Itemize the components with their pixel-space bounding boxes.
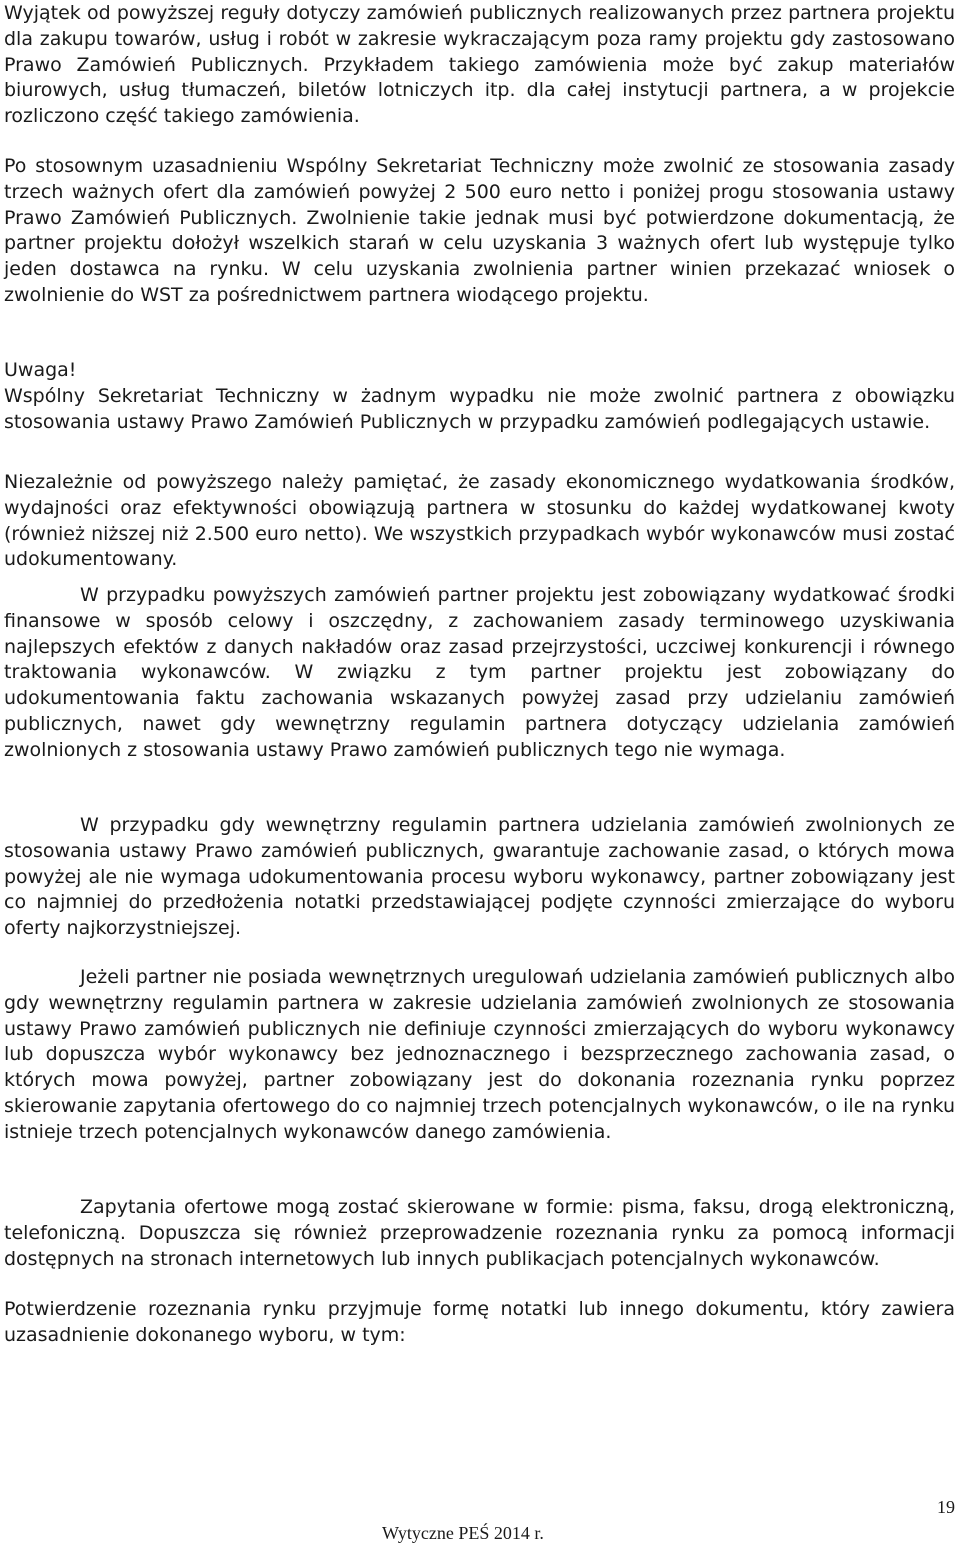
footer-title: Wytyczne PEŚ 2014 r.: [382, 1523, 544, 1543]
paragraph-wst-exemption: Po stosownym uzasadnieniu Wspólny Sekretariat Techniczny może zwolnić ze stosowania zasady trzech ważnych ofert dla zamówień powyżej 2 500 euro netto i poniżej progu stosowania ustawy Prawo Zamówień Publicznych. Zwolnienie takie jednak musi być potwierdzone dokumentacją, że partner projektu dołożył wszelkich starań w celu uzyskania 3 ważnych ofert lub występuje tylko jeden dostawca na rynku. W celu uzyskania zwolnienia partner winien przekazać wniosek o zwolnienie do WST za pośrednictwem partnera wiodącego projektu.: [4, 155, 955, 306]
paragraph-warning-heading: Uwaga!: [4, 359, 77, 381]
paragraph-warning-body: Wspólny Sekretariat Techniczny w żadnym wypadku nie może zwolnić partnera z obowiązku stosowania ustawy Prawo Zamówień Publicznych w przypadku zamówień podlegających ustawie.: [4, 385, 955, 433]
paragraph-exception-rule: Wyjątek od powyższej reguły dotyczy zamówień publicznych realizowanych przez partnera projektu dla zakupu towarów, usług i robót w zakresie wykraczającym poza ramy projektu gdy zastosowano Prawo Zamówień Publicznych. Przykładem takiego zamówienia może być zakup materiałów biurowych, usług tłumaczeń, biletów lotniczych itp. dla całej instytucji partnera, a w projekcie rozliczono część takiego zamówienia.: [4, 2, 955, 128]
paragraph-economic-rules: Niezależnie od powyższego należy pamiętać, że zasady ekonomicznego wydatkowania środków, wydajności oraz efektywności obowiązują partnera w stosunku do każdej wydatkowanej kwoty (również niższej niż 2.500 euro netto). We wszystkich przypadkach wybór wykonawców musi zostać udokumentowany.: [4, 471, 955, 571]
paragraph-inquiry-forms: Zapytania ofertowe mogą zostać skierowane w formie: pisma, faksu, drogą elektroniczną, telefoniczną. Dopuszcza się również przeprowadzenie rozeznania rynku za pomocą informacji dostępnych na stronach internetowych lub innych publikacjach potencjalnych wykonawców.: [4, 1196, 955, 1270]
paragraph-partner-obligations: W przypadku powyższych zamówień partner projektu jest zobowiązany wydatkować środki finansowe w sposób celowy i oszczędny, z zachowaniem zasady terminowego uzyskiwania najlepszych efektów z danych nakładów oraz zasad przejrzystości, uczciwej konkurencji i równego traktowania wykonawców. W związku z tym partner projektu jest zobowiązany do udokumentowania faktu zachowania wskazanych powyżej zasad przy udzielaniu zamówień publicznych, nawet gdy wewnętrzny regulamin partnera dotyczący udzielania zamówień zwolnionych z stosowania ustawy Prawo zamówień publicznych tego nie wymaga.: [4, 584, 955, 761]
page-number: 19: [937, 1497, 955, 1517]
paragraph-confirmation: Potwierdzenie rozeznania rynku przyjmuje formę notatki lub innego dokumentu, który zawiera uzasadnienie dokonanego wyboru, w tym:: [4, 1298, 955, 1346]
paragraph-internal-regulations: W przypadku gdy wewnętrzny regulamin partnera udzielania zamówień zwolnionych ze stosowania ustawy Prawo zamówień publicznych, gwarantuje zachowanie zasad, o których mowa powyżej ale nie wymaga udokumentowania procesu wyboru wykonawcy, partner zobowiązany jest co najmniej do przedłożenia notatki przedstawiającej podjęte czynności zmierzające do wyboru oferty najkorzystniejszej.: [4, 814, 955, 940]
paragraph-market-research: Jeżeli partner nie posiada wewnętrznych uregulowań udzielania zamówień publicznych albo gdy wewnętrzny regulamin partnera w zakresie udzielania zamówień zwolnionych ze stosowania ustawy Prawo zamówień publicznych nie definiuje czynności zmierzających do wyboru wykonawcy lub dopuszcza wybór wykonawcy bez jednoznacznego i bezsprzecznego zachowania zasad, o których mowa powyżej, partner zobowiązany jest do dokonania rozeznania rynku poprzez skierowanie zapytania ofertowego do co najmniej trzech potencjalnych wykonawców, o ile na rynku istnieje trzech potencjalnych wykonawców danego zamówienia.: [4, 966, 955, 1143]
